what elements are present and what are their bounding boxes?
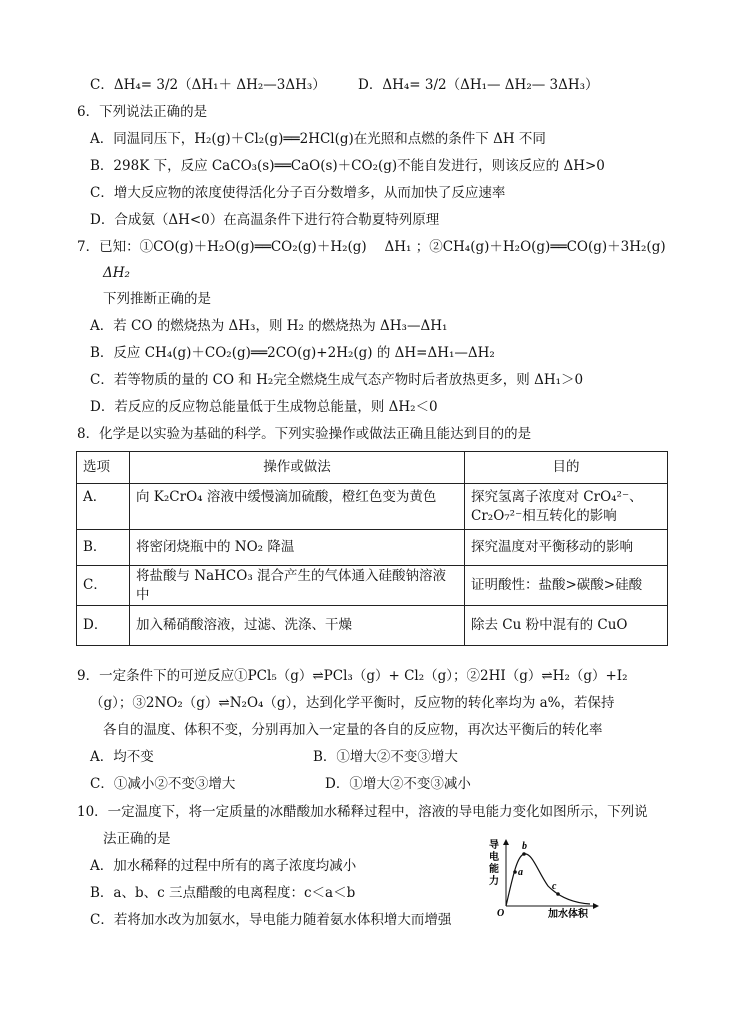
conductivity-curve [506,854,590,906]
header-goal: 目的 [465,452,668,484]
q5-option-c: C．ΔH₄= 3/2（ΔH₁＋ ΔH₂—3ΔH₃） [90,77,326,93]
q7-stem-cont: ΔH₂ [103,265,130,281]
point-a-label: a [518,867,523,878]
point-c-dot [556,892,560,896]
q7-stem: 7．已知：①CO(g)＋H₂O(g)══CO₂(g)＋H₂(g) ΔH₁ ；②CH₄(g)＋H₂O(g)══CO(g)＋3H₂(g) [77,239,666,255]
row-goal: 证明酸性：盐酸>碳酸>硅酸 [465,566,668,606]
q10-option-b: B．a、b、c 三点醋酸的电离程度：c＜a＜b [90,885,356,901]
table-row [77,566,668,606]
q7-option-c: C．若等物质的量的 CO 和 H₂完全燃烧生成气态产物时后者放热更多，则 ΔH₁＞0 [90,372,584,388]
row-option: D． [77,606,130,646]
q10-option-a: A．加水稀释的过程中所有的离子浓度均减小 [90,858,357,874]
table-row [77,606,668,646]
q9-line3: 各自的温度、体积不变，分别再加入一定量的各自的反应物，再次达平衡后的转化率 [103,722,603,738]
row-operation: 加入稀硝酸溶液，过滤、洗涤、干燥 [130,606,465,646]
origin-label: O [497,908,505,919]
table-row [77,484,668,530]
table-header-row [77,452,668,484]
header-operation: 操作或做法 [130,452,465,484]
q7-option-d: D．若反应的反应物总能量低于生成物总能量，则 ΔH₂＜0 [90,399,438,415]
q6-option-d: D．合成氨（ΔH<0）在高温条件下进行符合勒夏特列原理 [90,212,440,228]
q9-option-b: B．①增大②不变③增大 [313,749,458,765]
q6-option-a: A．同温同压下，H₂(g)＋Cl₂(g)══2HCl(g)在光照和点燃的条件下 ΔH 不同 [90,131,546,147]
row-option: B． [77,530,130,566]
row-operation: 将密闭烧瓶中的 NO₂ 降温 [130,530,465,566]
q7-prompt: 下列推断正确的是 [103,291,211,307]
q6-option-c: C．增大反应物的浓度使得活化分子百分数增多，从而加快了反应速率 [90,185,506,201]
q10-line1: 10．一定温度下，将一定质量的冰醋酸加水稀释过程中，溶液的导电能力变化如图所示，下列说 [77,804,648,820]
q9-option-a: A．均不变 [90,749,154,765]
y-axis-label-char: 导 [489,840,499,851]
conductivity-chart [486,836,616,920]
q7-option-a: A．若 CO 的燃烧热为 ΔH₃，则 H₂ 的燃烧热为 ΔH₃—ΔH₁ [90,318,448,334]
y-axis-label-char: 力 [489,876,499,887]
q9-option-c: C．①减小②不变③增大 [90,776,236,792]
q10-option-c: C．若将加水改为加氨水，导电能力随着氨水体积增大而增强 [90,912,452,928]
point-b-label: b [522,841,527,852]
row-operation: 向 K₂CrO₄ 溶液中缓慢滴加硫酸，橙红色变为黄色 [130,484,465,530]
header-option: 选项 [77,452,130,484]
row-operation: 将盐酸与 NaHCO₃ 混合产生的气体通入硅酸钠溶液中 [130,566,465,606]
row-option: A． [77,484,130,530]
row-goal: 除去 Cu 粉中混有的 CuO [465,606,668,646]
q8-stem: 8．化学是以实验为基础的科学。下列实验操作或做法正确且能达到目的的是 [77,426,532,442]
q6-option-b: B．298K 下，反应 CaCO₃(s)══CaO(s)＋CO₂(g)不能自发进行，则该反应的 ΔH>0 [90,158,605,174]
q10-line2: 法正确的是 [103,831,171,847]
y-axis-label-char: 电 [489,852,499,863]
x-axis-label: 加水体积 [548,909,588,920]
row-goal: 探究温度对平衡移动的影响 [465,530,668,566]
q6-stem: 6．下列说法正确的是 [77,104,208,120]
y-axis-label-char: 能 [489,864,499,875]
row-goal-line1: 探究氢离子浓度对 CrO₄²⁻、 [471,489,643,505]
row-goal-line2: Cr₂O₇²⁻相互转化的影响 [471,508,617,524]
q5-option-d: D．ΔH₄= 3/2（ΔH₁— ΔH₂— 3ΔH₃） [358,77,599,93]
table-row [77,530,668,566]
q7-option-b: B．反应 CH₄(g)＋CO₂(g)══2CO(g)+2H₂(g) 的 ΔH=ΔH₁—ΔH₂ [90,345,495,361]
row-goal [465,484,668,530]
point-c-label: c [552,881,557,892]
point-b-dot [522,852,526,856]
row-option: C． [77,566,130,606]
q9-line1: 9．一定条件下的可逆反应①PCl₅（g）⇌PCl₃（g）+ Cl₂（g）；②2HI（g）⇌H₂（g）+I₂ [77,668,628,684]
point-a-dot [513,870,517,874]
q9-option-d: D．①增大②不变③减小 [325,776,471,792]
q8-table [76,451,668,646]
q9-line2: （g）；③2NO₂（g）⇌N₂O₄（g），达到化学平衡时，反应物的转化率均为 a%，若保持 [90,695,615,711]
